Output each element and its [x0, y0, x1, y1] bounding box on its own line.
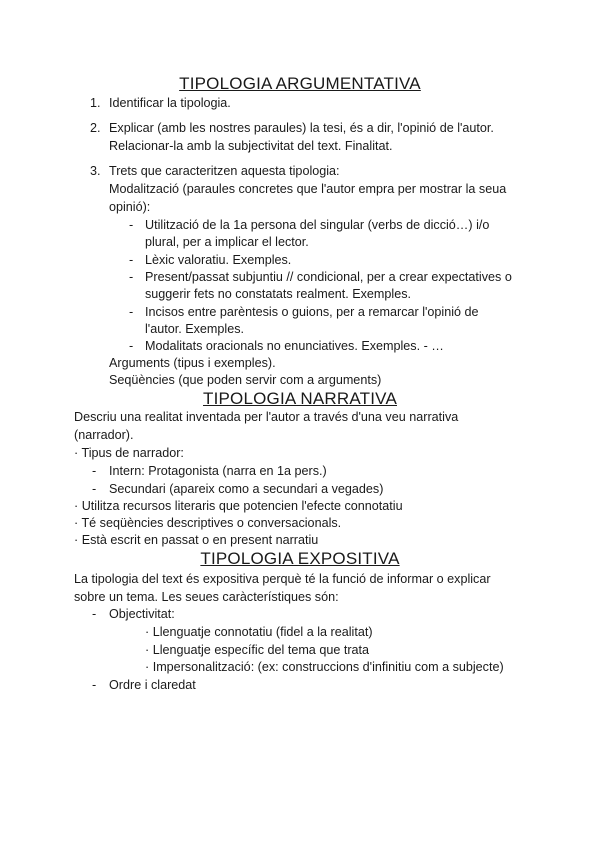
dash-bullet: - — [92, 678, 97, 692]
subitem-text: Present/passat subjuntiu // condicional, per a crear expectatives o — [145, 270, 512, 284]
arguments-line: Arguments (tipus i exemples). — [109, 356, 276, 370]
item-number: 3. — [90, 164, 101, 178]
intro-text: Descriu una realitat inventada per l'autor a través d'una veu narrativa — [74, 410, 459, 424]
item-text: Modalització (paraules concretes que l'autor empra per mostrar la seua — [109, 182, 507, 196]
sequencies-line: Seqüències (que poden servir com a arguments) — [109, 373, 382, 387]
subitem-text: Utilització de la 1a persona del singular (verbs de dicció…) i/o — [145, 218, 490, 232]
intro-text: (narrador). — [74, 428, 134, 442]
item-text: Explicar (amb les nostres paraules) la tesi, és a dir, l'opinió de l'autor. — [109, 121, 494, 135]
narrador-label: · Tipus de narrador: — [74, 446, 184, 460]
objectivitat-item: · Impersonalització: (ex: construccions d'infinitiu com a subjecte) — [145, 660, 504, 674]
narrador-item: Secundari (apareix como a secundari a vegades) — [109, 482, 384, 496]
dash-bullet: - — [92, 482, 97, 496]
bullet-line: · Té seqüències descriptives o conversacionals. — [74, 516, 342, 530]
item-number: 2. — [90, 121, 101, 135]
dash-bullet: - — [129, 305, 134, 319]
title-argumentativa: TIPOLOGIA ARGUMENTATIVA — [179, 74, 421, 93]
subitem-text: plural, per a implicar el lector. — [145, 235, 309, 249]
intro-text: La tipologia del text és expositiva perquè té la funció de informar o explicar — [74, 572, 491, 586]
title-narrativa: TIPOLOGIA NARRATIVA — [203, 389, 397, 408]
dash-bullet: - — [129, 270, 134, 284]
ordre-label: Ordre i claredat — [109, 678, 196, 692]
item-number: 1. — [90, 96, 101, 110]
dash-bullet: - — [92, 607, 97, 621]
dash-bullet: - — [129, 339, 134, 353]
dash-bullet: - — [92, 464, 97, 478]
subitem-text: Lèxic valoratiu. Exemples. — [145, 253, 292, 267]
title-expositiva: TIPOLOGIA EXPOSITIVA — [200, 549, 400, 568]
intro-text: sobre un tema. Les seues caràcterístiques són: — [74, 590, 339, 604]
narrador-item: Intern: Protagonista (narra en 1a pers.) — [109, 464, 327, 478]
bullet-line: · Utilitza recursos literaris que potencien l'efecte connotatiu — [74, 499, 403, 513]
objectivitat-item: · Llenguatje específic del tema que trata — [145, 643, 370, 657]
item-text: Identificar la tipologia. — [109, 96, 231, 110]
item-text: Relacionar-la amb la subjectivitat del text. Finalitat. — [109, 139, 393, 153]
objectivitat-label: Objectivitat: — [109, 607, 175, 621]
item-text: opinió): — [109, 200, 151, 214]
objectivitat-item: · Llenguatje connotatiu (fidel a la realitat) — [145, 625, 373, 639]
bullet-line: · Està escrit en passat o en present narratiu — [74, 533, 319, 547]
item-text: Trets que caracteritzen aquesta tipologia: — [109, 164, 340, 178]
subitem-text: Modalitats oracionals no enunciatives. Exemples. - … — [145, 339, 444, 353]
subitem-text: suggerir fets no constatats realment. Exemples. — [145, 287, 411, 301]
subitem-text: l'autor. Exemples. — [145, 322, 245, 336]
dash-bullet: - — [129, 253, 134, 267]
subitem-text: Incisos entre parèntesis o guions, per a remarcar l'opinió de — [145, 305, 479, 319]
dash-bullet: - — [129, 218, 134, 232]
